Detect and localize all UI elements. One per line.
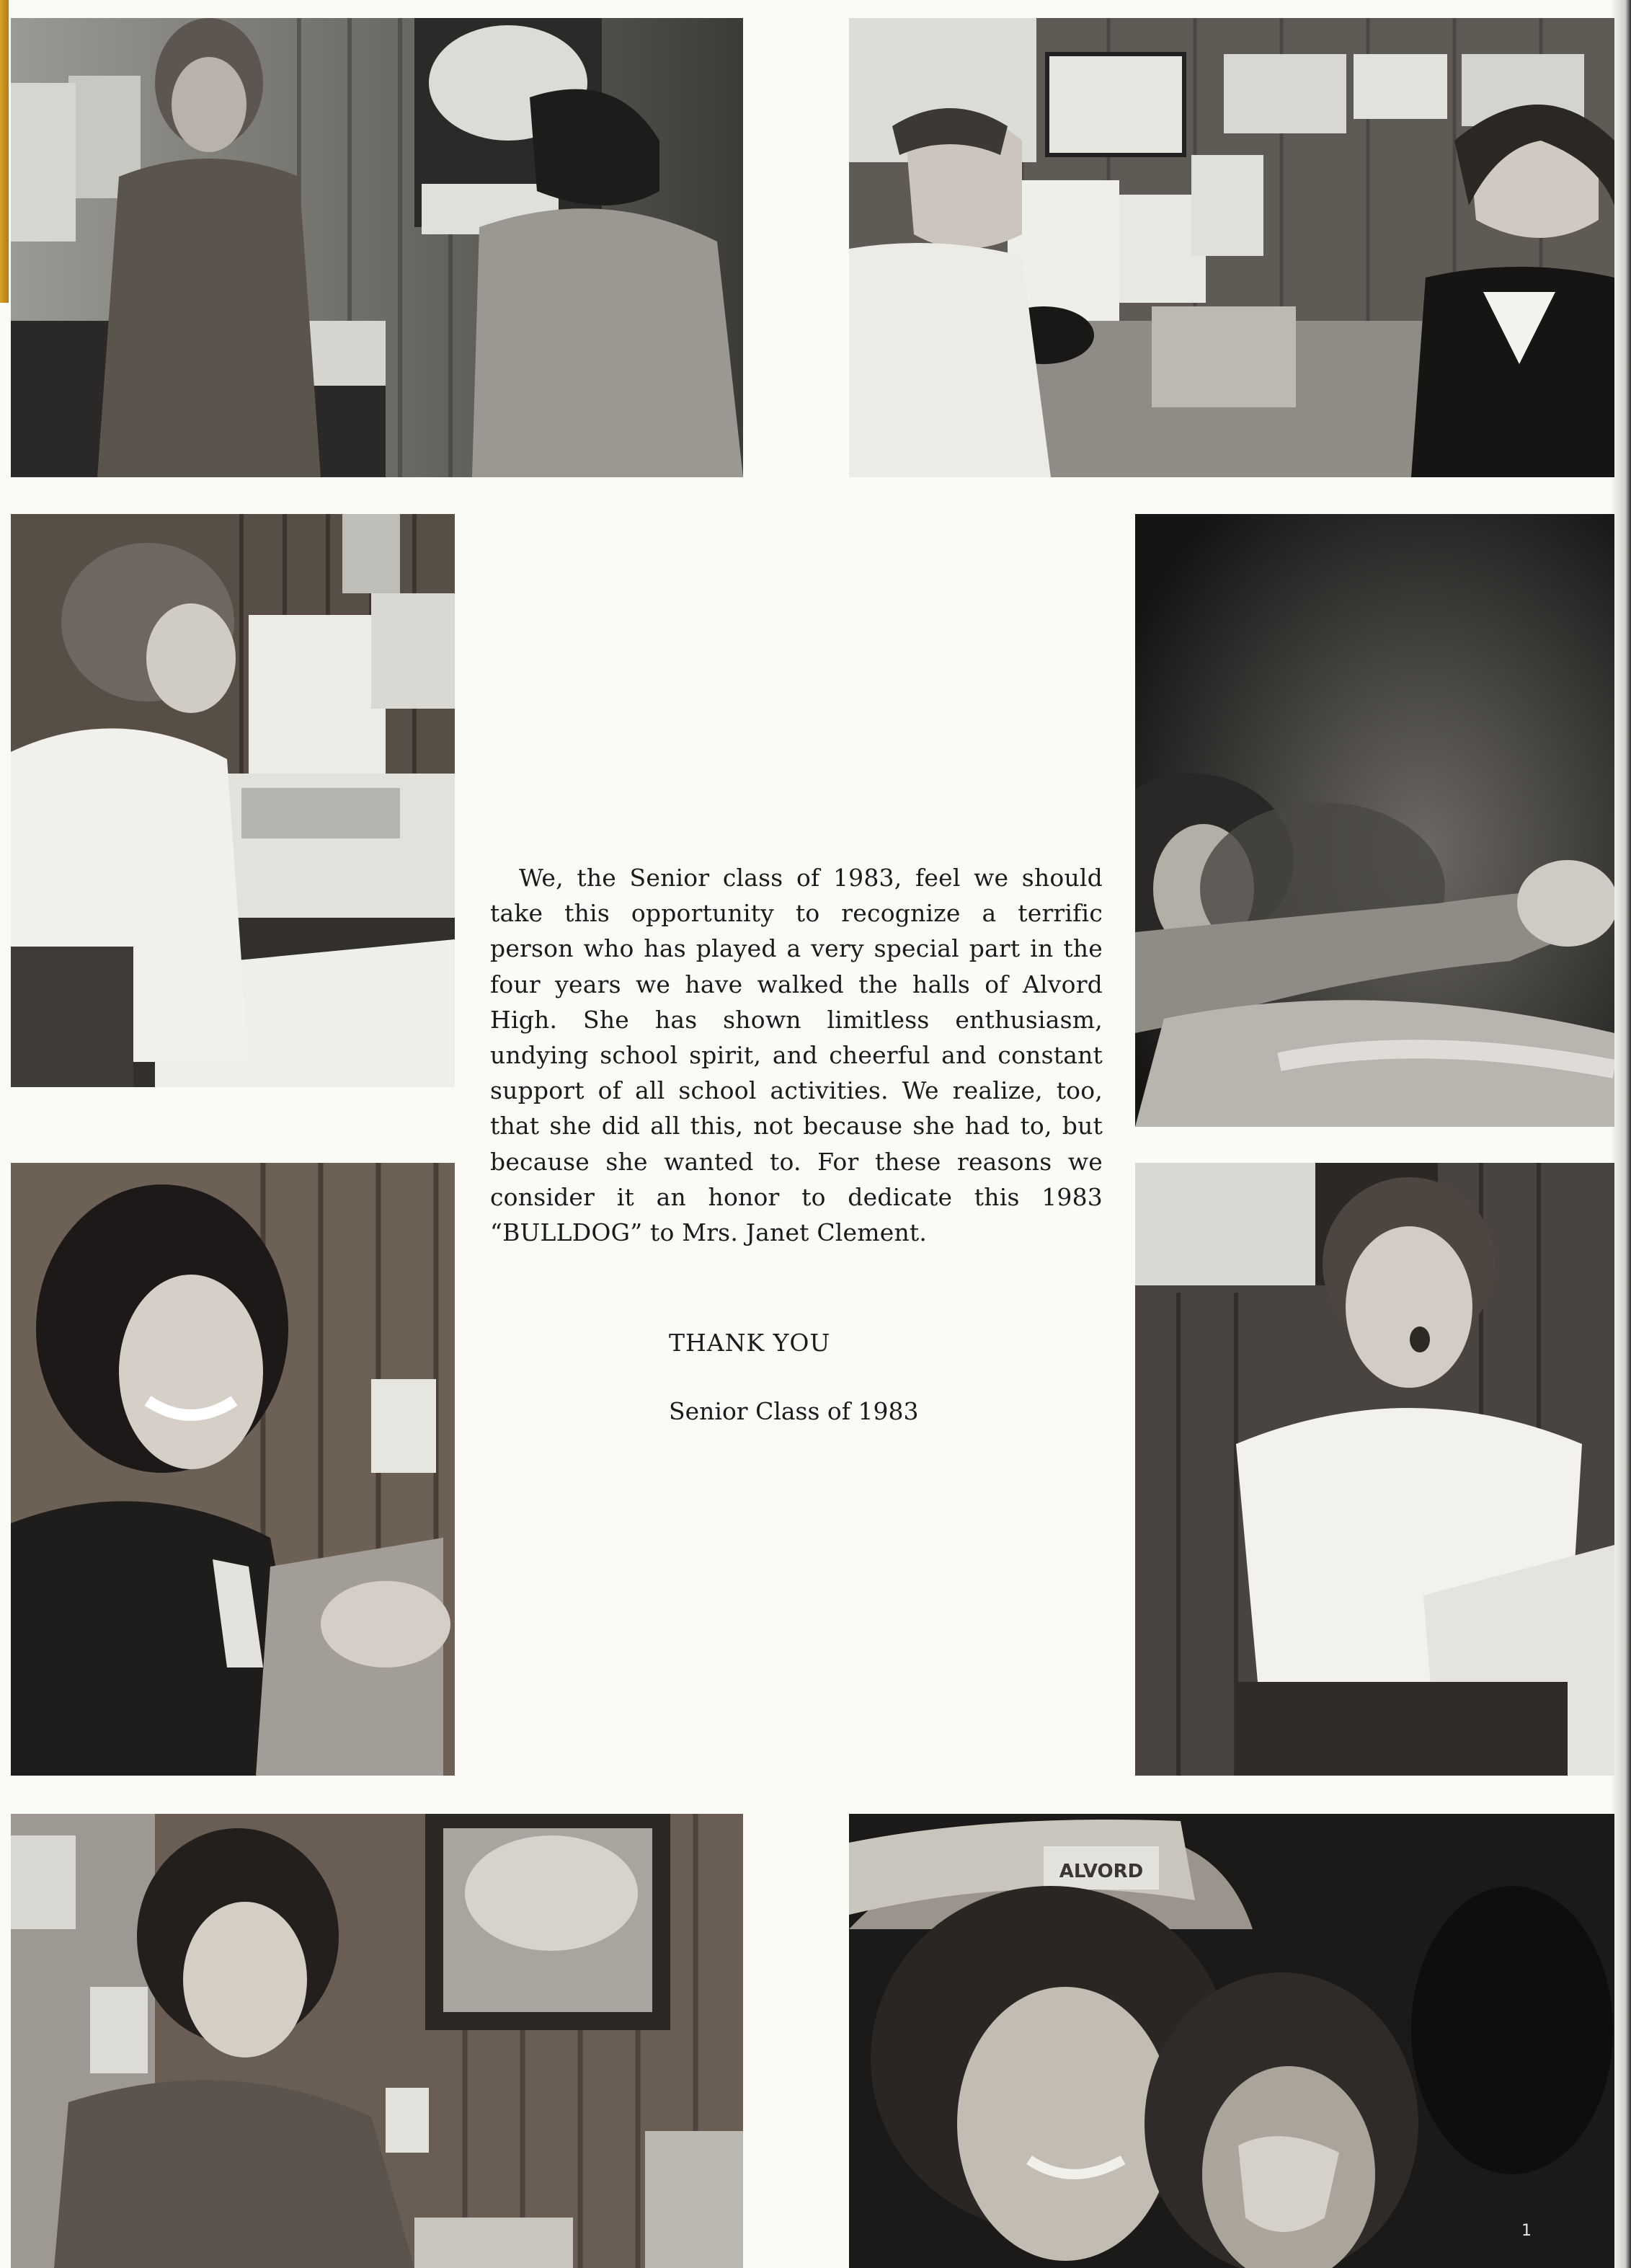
photo-woman-laughing-at-desk: [11, 1163, 455, 1776]
photo-woman-reaching-motion-blur: [1135, 514, 1614, 1127]
thank-you-heading: THANK YOU: [669, 1329, 831, 1357]
photo-woman-typing: [11, 514, 455, 1087]
photo-woman-surprised-sweater: [1135, 1163, 1614, 1776]
page-edge-shadow: [1612, 0, 1631, 2268]
dedication-paragraph: We, the Senior class of 1983, feel we should take this opportunity to recognize a terrific person who has played a very special part in the four years we have walked the halls of Alvord High. She has shown limitless enthusiasm, undying school spirit, and cheerful and constant support of all school activities. We realize, too, that she did all this, not because she had to, but because she wanted to. For these reasons we consider it an honor to dedicate this 1983 “BULLDOG” to Mrs. Janet Clement.: [490, 864, 1103, 1247]
hat-lettering: ALVORD: [1059, 1861, 1144, 1882]
binding-edge: [0, 0, 9, 303]
photo-woman-smiling-at-calculator: [11, 1814, 743, 2268]
photo-women-laughing-crowd: [849, 1814, 1614, 2268]
photo-woman-standing-office: [11, 18, 743, 477]
signature-line: Senior Class of 1983: [669, 1397, 919, 1425]
page-number: 1: [1521, 2222, 1532, 2240]
photo-man-and-woman-laughing-office: [849, 18, 1614, 477]
